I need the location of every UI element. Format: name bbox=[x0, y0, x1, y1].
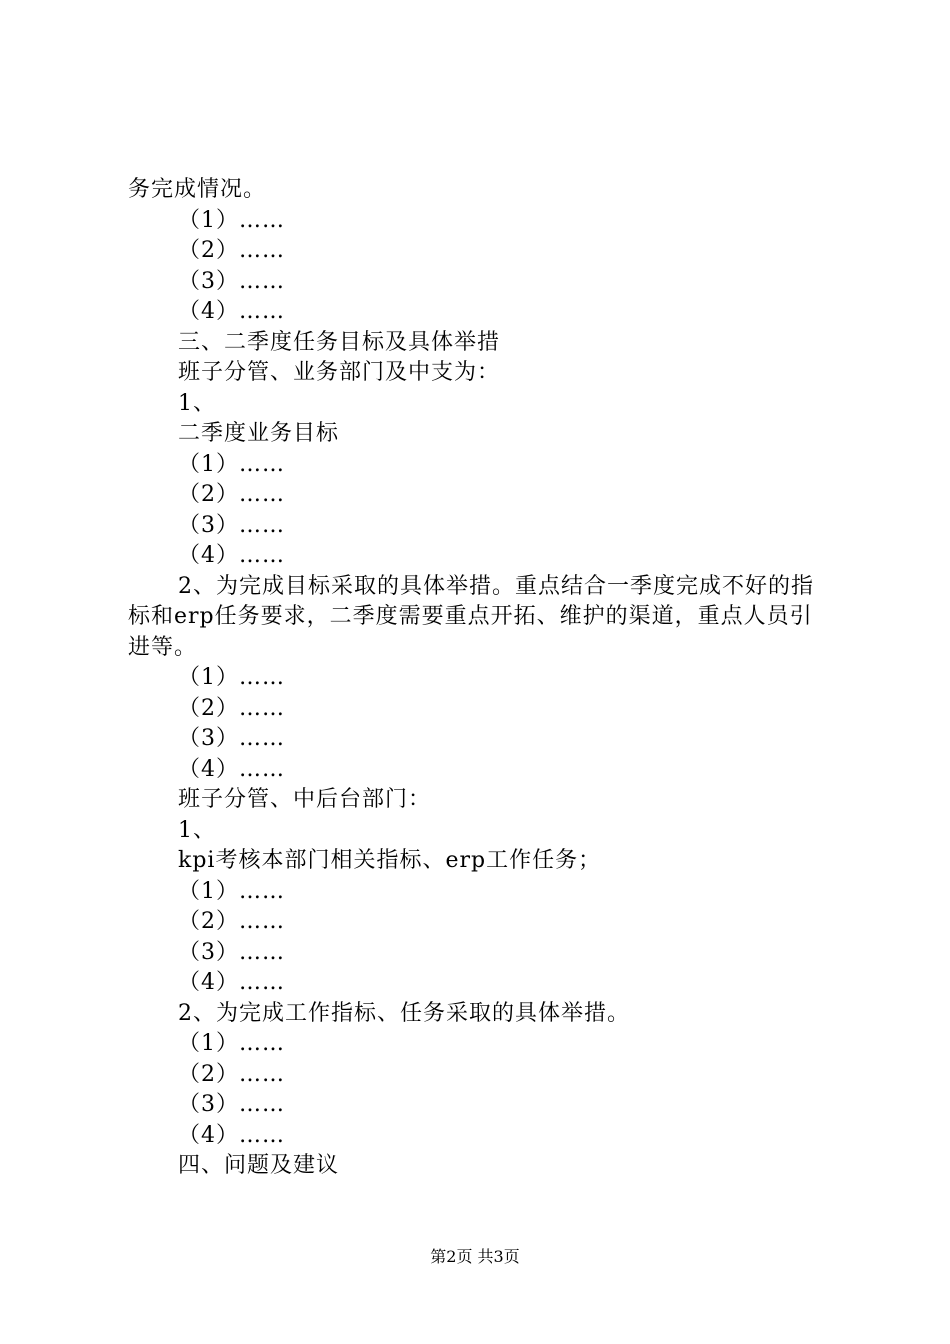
list-item: （3）…… bbox=[178, 512, 285, 538]
text-line: 务完成情况。 bbox=[128, 177, 267, 202]
text-line: 班子分管、业务部门及中支为： bbox=[178, 360, 501, 385]
list-item: （1）…… bbox=[178, 207, 285, 233]
list-item: （2）…… bbox=[178, 482, 285, 507]
list-item: （4）…… bbox=[178, 543, 285, 568]
section-lines-bottom bbox=[128, 663, 828, 1182]
list-item: （1）…… bbox=[178, 878, 285, 904]
list-item: （2）…… bbox=[178, 238, 285, 263]
list-item: （3）…… bbox=[178, 726, 285, 751]
text-line: 三、二季度任务目标及具体举措 bbox=[178, 329, 501, 355]
text-line: 1、 bbox=[178, 817, 216, 843]
text-line: 2、为完成工作指标、任务采取的具体举措。 bbox=[178, 1000, 630, 1026]
list-item: （4）…… bbox=[178, 299, 285, 324]
section-lines-top bbox=[128, 175, 828, 572]
list-item: （4）…… bbox=[178, 756, 285, 782]
list-item: （2）…… bbox=[178, 909, 285, 934]
text-line: 四、问题及建议 bbox=[178, 1153, 340, 1178]
list-item: （2）…… bbox=[178, 1061, 285, 1087]
list-item: （1）…… bbox=[178, 451, 285, 477]
list-item: （3）…… bbox=[178, 939, 285, 965]
list-item: （1）…… bbox=[178, 1031, 285, 1056]
list-item: （3）…… bbox=[178, 268, 285, 294]
text-line: kpi考核本部门相关指标、erp工作任务； bbox=[178, 848, 602, 873]
text-line: 二季度业务目标 bbox=[178, 421, 340, 446]
paragraph-measures: 2、为完成目标采取的具体举措。重点结合一季度完成不好的指标和erp任务要求，二季度需要重点开拓、维护的渠道，重点人员引进等。 bbox=[128, 573, 814, 660]
list-item: （2）…… bbox=[178, 695, 285, 721]
text-line: 1、 bbox=[178, 390, 216, 416]
document-body bbox=[128, 175, 828, 1182]
list-item: （1）…… bbox=[178, 665, 285, 690]
list-item: （4）…… bbox=[178, 1122, 285, 1148]
list-item: （3）…… bbox=[178, 1092, 285, 1117]
text-line: 班子分管、中后台部门： bbox=[178, 787, 432, 812]
list-item: （4）…… bbox=[178, 970, 285, 995]
page-footer: 第2页 共3页 bbox=[430, 1247, 520, 1266]
